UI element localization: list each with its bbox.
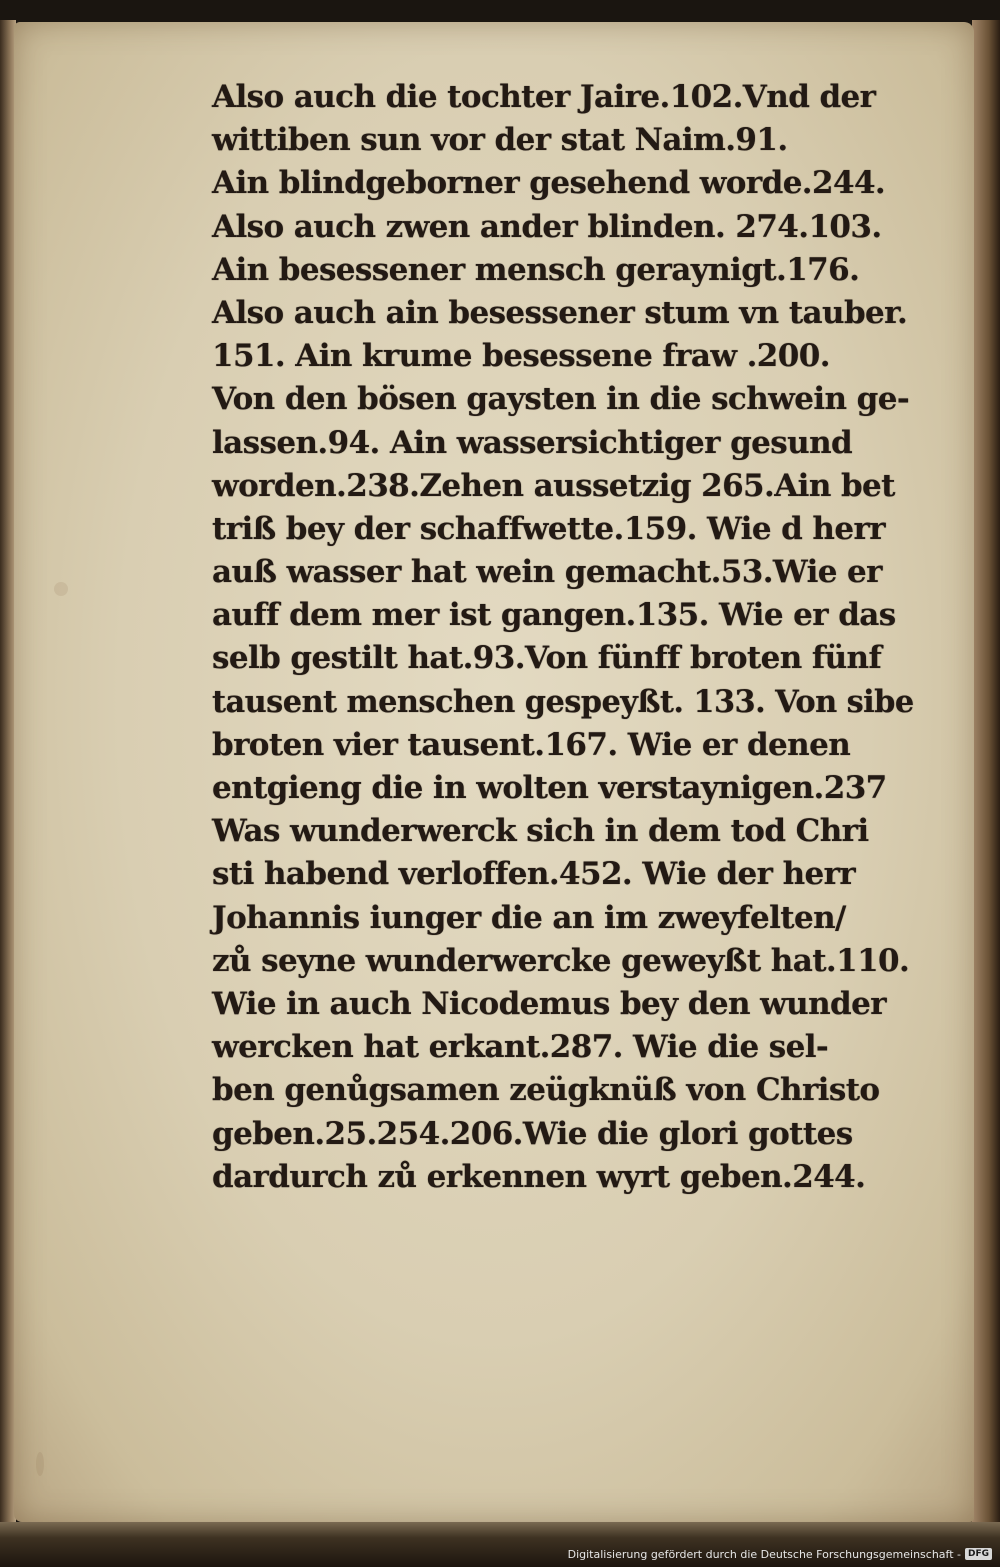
paper-stain [54,582,68,596]
text-line: broten vier tausent.167. Wie er denen [212,726,851,763]
text-line: Also auch ain besessener stum vn tauber. [212,294,908,331]
text-line: selb gestilt hat.93.Von fünff broten fünf [212,640,882,677]
text-line: triß bey der schaffwette.159. Wie d herr [212,510,885,547]
text-line: entgieng die in wolten verstaynigen.237 [212,770,887,806]
text-line: tausent menschen gespeyßt. 133. Von sibe [212,683,914,720]
text-line: Also auch die tochter Jaire.102.Vnd der [212,79,876,115]
credit-text: Digitalisierung gefördert durch die Deutsche Forschungsgemeinschaft - [567,1547,961,1561]
text-line: sti habend verloffen.452. Wie der herr [212,856,856,893]
text-line: auff dem mer ist gangen.135. Wie er das [212,597,896,634]
text-line: 151. Ain krume besessene fraw .200. [212,338,830,375]
digitization-credit [568,1545,992,1563]
dfg-logo: DFG [965,1548,992,1560]
text-line: geben.25.254.206.Wie die glori gottes [212,1115,853,1152]
paper-stain [36,1452,44,1476]
book-right-edge [972,20,1000,1530]
text-line: auß wasser hat wein gemacht.53.Wie er [212,554,882,591]
text-line: ben genůgsamen zeügknüß von Christo [212,1072,880,1109]
text-line: dardurch zů erkennen wyrt geben.244. [212,1158,866,1195]
text-line: wercken hat erkant.287. Wie die sel- [212,1029,829,1066]
text-line: wittiben sun vor der stat Naim.91. [212,122,788,159]
text-line: zů seyne wunderwercke geweyßt hat.110. [212,942,910,979]
text-line: Also auch zwen ander blinden. 274.103. [212,208,882,245]
text-line: Ain blindgeborner gesehend worde.244. [212,165,886,202]
text-line: Wie in auch Nicodemus bey den wunder [212,985,886,1022]
text-line: Was wunderwerck sich in dem tod Chri [212,813,869,850]
page-text [212,76,914,1199]
text-line: worden.238.Zehen aussetzig 265.Ain bet [212,467,895,504]
text-line: Von den bösen gaysten in die schwein ge- [212,381,910,418]
text-line: lassen.94. Ain wassersichtiger gesund [212,424,853,461]
text-line: Ain besessener mensch geraynigt.176. [212,251,860,288]
text-line: Johannis iunger die an im zweyfelten/ [212,899,846,936]
